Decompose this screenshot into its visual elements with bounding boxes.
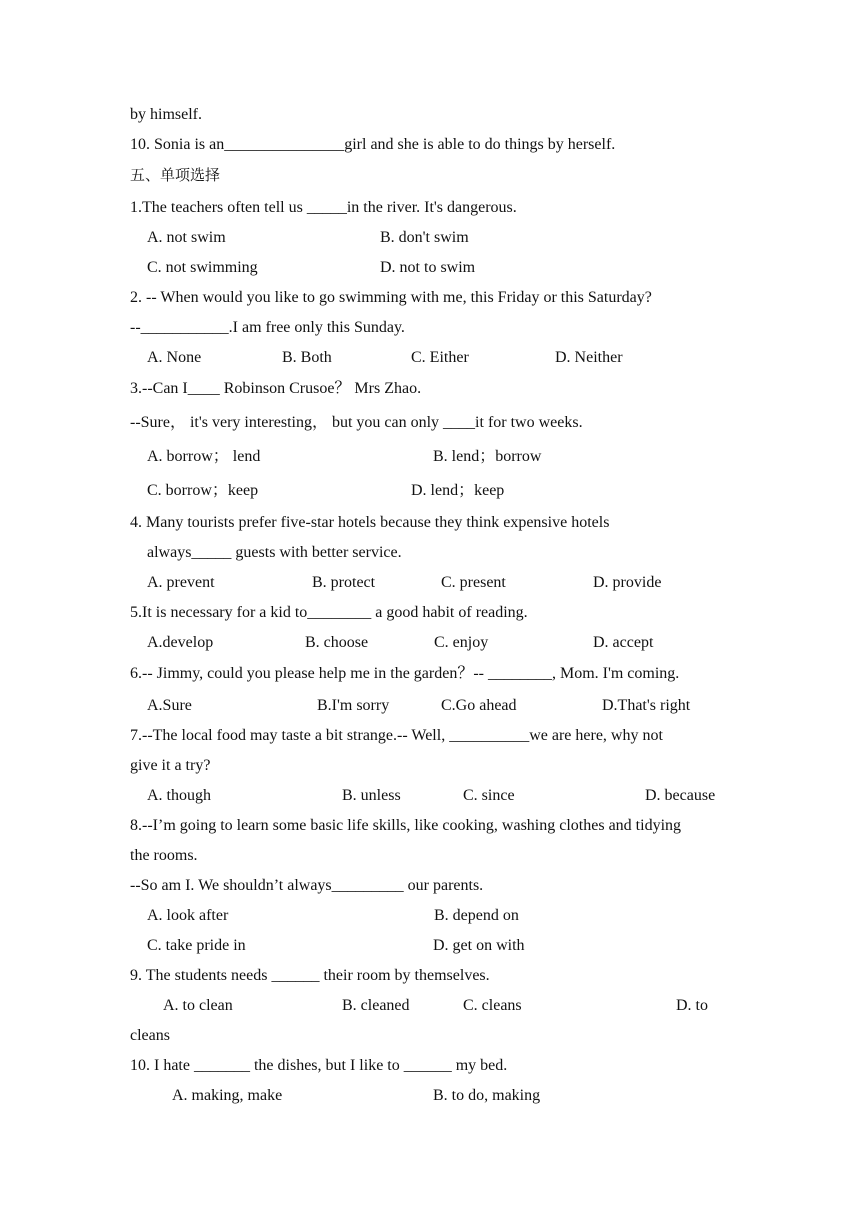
question-10-stem: 10. I hate _______ the dishes, but I like to ______ my bed. <box>130 1057 508 1074</box>
q10-option-b: B. to do, making <box>433 1087 541 1104</box>
q9-option-c: C. cleans <box>463 997 522 1014</box>
q9-option-d-wrap: cleans <box>130 1027 170 1044</box>
q9-option-a: A. to clean <box>163 997 233 1014</box>
q10-option-a: A. making, make <box>172 1087 283 1104</box>
q8-option-a: A. look after <box>147 907 229 924</box>
q8-option-c: C. take pride in <box>147 937 246 954</box>
q8-option-d: D. get on with <box>433 937 525 954</box>
question-7-stem: 7.--The local food may taste a bit strange.-- Well, __________we are here, why not <box>130 727 663 744</box>
q7-option-c: C. since <box>463 787 515 804</box>
q3-option-b: B. lend；borrow <box>433 448 542 465</box>
q5-option-c: C. enjoy <box>434 634 489 651</box>
question-2-line-2: --___________.I am free only this Sunday. <box>130 319 405 336</box>
q1-option-c: C. not swimming <box>147 259 258 276</box>
question-3-line-2: --Sure， it's very interesting， but you can only ____it for two weeks. <box>130 414 583 431</box>
q4-option-d: D. provide <box>593 574 662 591</box>
question-8-line-3: --So am I. We shouldn’t always_________ our parents. <box>130 877 484 894</box>
question-1-stem: 1.The teachers often tell us _____in the river. It's dangerous. <box>130 199 517 216</box>
q7-option-a: A. though <box>147 787 211 804</box>
prev-line-1: by himself. <box>130 106 202 123</box>
q4-option-b: B. protect <box>312 574 376 591</box>
question-3-stem: 3.--Can I____ Robinson Crusoe？ Mrs Zhao. <box>130 380 422 397</box>
prev-question-10: 10. Sonia is an_______________girl and she is able to do things by herself. <box>130 136 616 153</box>
q3-option-d: D. lend；keep <box>411 482 505 499</box>
q3-option-c: C. borrow；keep <box>147 482 259 499</box>
q3-option-a: A. borrow； lend <box>147 448 261 465</box>
q6-option-d: D.That's right <box>602 697 691 714</box>
q1-option-a: A. not swim <box>147 229 226 246</box>
question-7-line-2: give it a try? <box>130 757 211 774</box>
q1-option-d: D. not to swim <box>380 259 476 276</box>
q2-option-c: C. Either <box>411 349 469 366</box>
q6-option-b: B.I'm sorry <box>317 697 390 714</box>
question-9-stem: 9. The students needs ______ their room by themselves. <box>130 967 490 984</box>
question-6-stem: 6.-- Jimmy, could you please help me in the garden？-- ________, Mom. I'm coming. <box>130 665 680 682</box>
q5-option-d: D. accept <box>593 634 654 651</box>
question-8-stem: 8.--I’m going to learn some basic life skills, like cooking, washing clothes and tidying <box>130 817 682 834</box>
q2-option-a: A. None <box>147 349 202 366</box>
question-4-line-2: always_____ guests with better service. <box>147 544 402 561</box>
q2-option-b: B. Both <box>282 349 332 366</box>
q8-option-b: B. depend on <box>434 907 519 924</box>
q6-option-a: A.Sure <box>147 697 192 714</box>
question-8-line-2: the rooms. <box>130 847 198 864</box>
question-5-stem: 5.It is necessary for a kid to________ a good habit of reading. <box>130 604 528 621</box>
question-4-stem: 4. Many tourists prefer five-star hotels because they think expensive hotels <box>130 514 610 531</box>
q4-option-a: A. prevent <box>147 574 215 591</box>
q6-option-c: C.Go ahead <box>441 697 517 714</box>
q9-option-b: B. cleaned <box>342 997 410 1014</box>
q5-option-b: B. choose <box>305 634 369 651</box>
section-title: 五、单项选择 <box>130 166 221 184</box>
q7-option-d: D. because <box>645 787 716 804</box>
q2-option-d: D. Neither <box>555 349 623 366</box>
q1-option-b: B. don't swim <box>380 229 469 246</box>
q9-option-d: D. to <box>676 997 708 1014</box>
q7-option-b: B. unless <box>342 787 401 804</box>
q5-option-a: A.develop <box>147 634 214 651</box>
question-2-stem: 2. -- When would you like to go swimming with me, this Friday or this Saturday? <box>130 289 652 306</box>
q4-option-c: C. present <box>441 574 506 591</box>
